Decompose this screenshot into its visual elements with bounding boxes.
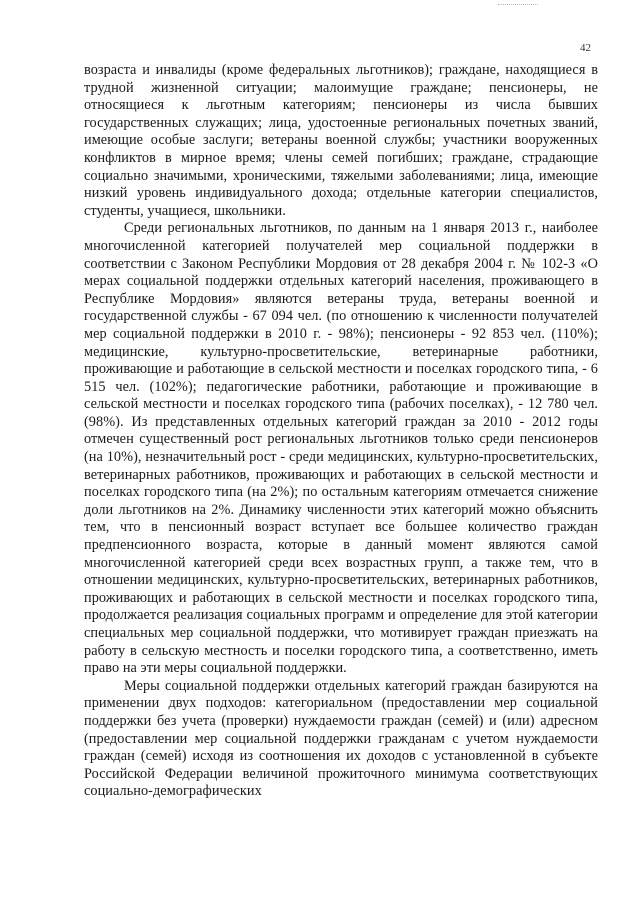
- paragraph-3: Меры социальной поддержки отдельных категорий граждан базируются на применении двух подходов: категориальном (предоставлении мер социальной поддержки без учета (проверки) нуждаемости граждан (семей) и (или) адресном (предоставлении мер социальной поддержки гражданам с учетом нуждаемости граждан (семей) исходя из соотношения их доходов с установленной в субъекте Российской Федерации величиной прожиточного минимума соответствующих социально-демографических: [84, 677, 598, 800]
- paragraph-1: возраста и инвалиды (кроме федеральных льготников); граждане, находящиеся в трудной жизненной ситуации; малоимущие граждане; пенсионеры, не относящиеся к льготным категориям; пенсионеры из числа бывших государственных служащих; лица, удостоенные региональных почетных званий, имеющие особые заслуги; ветераны военной службы; участники вооруженных конфликтов в мирное время; члены семей погибших; граждане, страдающие социально значимыми, хроническими, тяжелыми заболеваниями; лица, имеющие низкий уровень индивидуального дохода; отдельные категории специалистов, студенты, учащиеся, школьники.: [84, 62, 598, 219]
- scan-artifact: [498, 4, 538, 8]
- paragraph-2: Среди региональных льготников, по данным на 1 января 2013 г., наиболее многочисленной категорией получателей мер социальной поддержки в соответствии с Законом Республики Мордовия от 28 декабря 2004 г. № 102-З «О мерах социальной поддержки отдельных категорий населения, проживающего в Республике Мордовия» являются ветераны труда, ветераны военной и государственной службы - 67 094 чел. (по отношению к численности получателей мер социальной поддержки в 2010 г. - 98%); пенсионеры - 92 853 чел. (110%); медицинские, культурно-просветительские, ветеринарные работники, проживающие и работающие в сельской местности и поселках городского типа, - 6 515 чел. (102%); педагогические работники, работающие и проживающие в сельской местности и поселках городского типа (рабочих поселках), - 12 780 чел. (98%). Из представленных отдельных категорий граждан за 2010 - 2012 годы отмечен существенный рост региональных льготников только среди пенсионеров (на 10%), незначительный рост - среди медицинских, культурно-просветительских, ветеринарных работников, проживающих и работающих в сельской местности и поселках городского типа (на 2%); по остальным категориям отмечается снижение доли льготников на 2%. Динамику численности этих категорий можно объяснить тем, что в пенсионный возраст вступает все большее количество граждан предпенсионного возраста, которые в данный момент являются самой многочисленной категорией среди всех возрастных групп, а также тем, что в отношении медицинских, культурно-просветительских, ветеринарных работников, проживающих и работающих в сельской местности и поселках городского типа, продолжается реализация социальных программ и определение для этой категории специальных мер социальной поддержки, что мотивирует граждан приезжать на работу в сельскую местность и поселки городского типа, а соответственно, иметь право на эти меры социальной поддержки.: [84, 220, 598, 677]
- body-text: [84, 62, 598, 801]
- page-number: 42: [580, 42, 591, 54]
